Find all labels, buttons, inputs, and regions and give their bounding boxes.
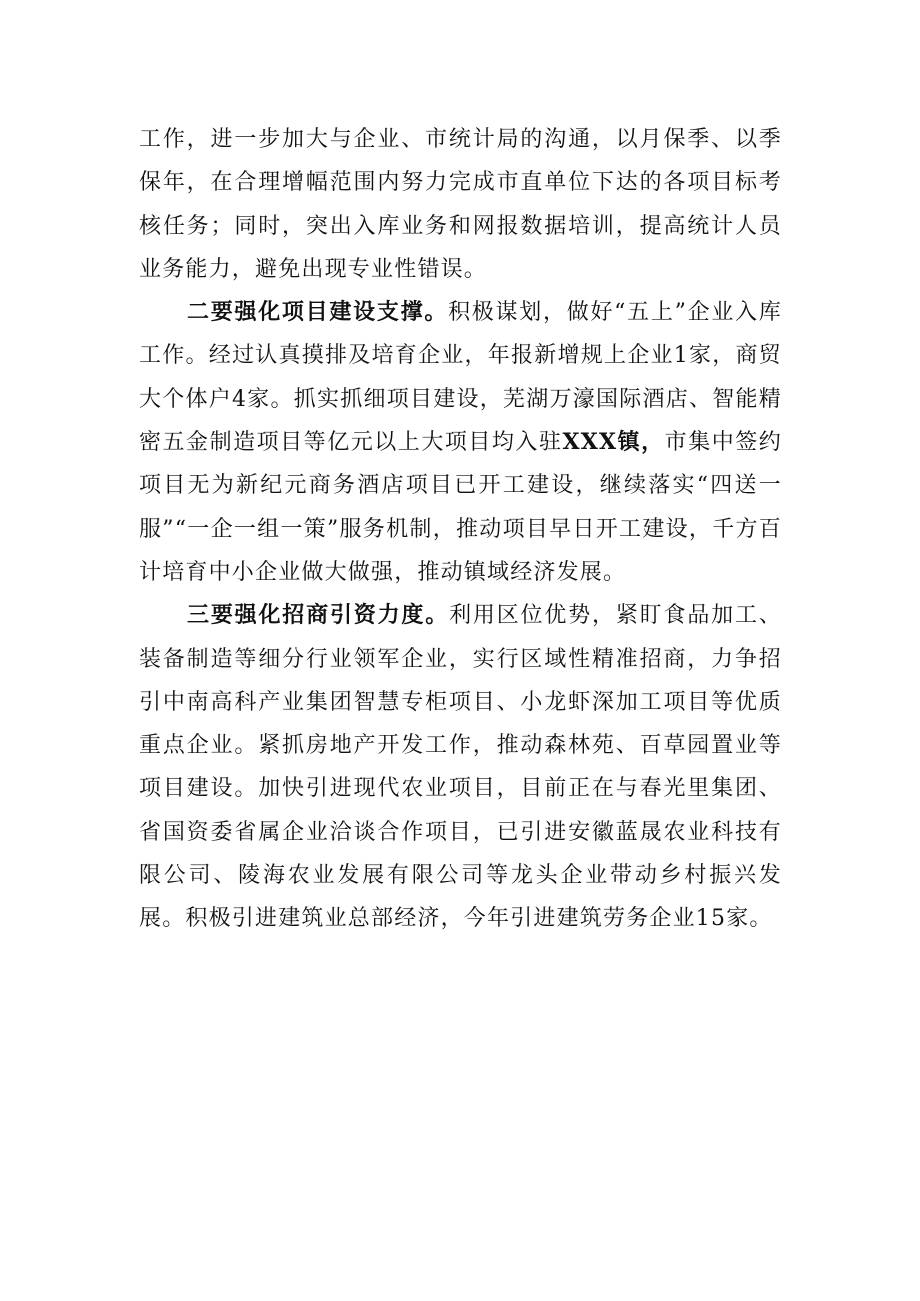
- paragraph-statistics-continuation: [139, 118, 782, 291]
- paragraph-heading: 二要强化项目建设支撑。: [187, 299, 449, 326]
- paragraph-bold-inline: XXX镇，: [562, 429, 665, 456]
- document-body: [139, 118, 782, 941]
- paragraph-project-construction: [139, 291, 782, 594]
- paragraph-text: 积极谋划，做好“五上”企业入库工作。经过认真摸排及培育企业，年报新增规上企业1家，商贸大个体户4家。抓实抓细项目建设，芜湖万濠国际酒店、智能精密五金制造项目等亿元以上大项目均入驻: [139, 300, 783, 456]
- paragraph-text: 工作，进一步加大与企业、市统计局的沟通，以月保季、以季保年，在合理增幅范围内努力完成市直单位下达的各项目标考核任务；同时，突出入库业务和网报数据培训，提高统计人员业务能力，避免出现专业性错误。: [139, 127, 782, 282]
- paragraph-text: 市集中签约项目无为新纪元商务酒店项目已开工建设，继续落实“四送一服”“一企一组一策”服务机制，推动项目早日开工建设，千方百计培育中小企业做大做强，推动镇域经济发展。: [139, 430, 782, 585]
- paragraph-investment-attraction: [139, 594, 782, 940]
- paragraph-text: 利用区位优势，紧盯食品加工、装备制造等细分行业领军企业，实行区域性精准招商，力争招引中南高科产业集团智慧专柜项目、小龙虾深加工项目等优质重点企业。紧抓房地产开发工作，推动森林苑、百草园置业等项目建设。加快引进现代农业项目，目前正在与春光里集团、省国资委省属企业洽谈合作项目，已引进安徽蓝晟农业科技有限公司、陵海农业发展有限公司等龙头企业带动乡村振兴发展。积极引进建筑业总部经济，今年引进建筑劳务企业15家。: [139, 603, 782, 932]
- paragraph-heading: 三要强化招商引资力度。: [187, 602, 450, 629]
